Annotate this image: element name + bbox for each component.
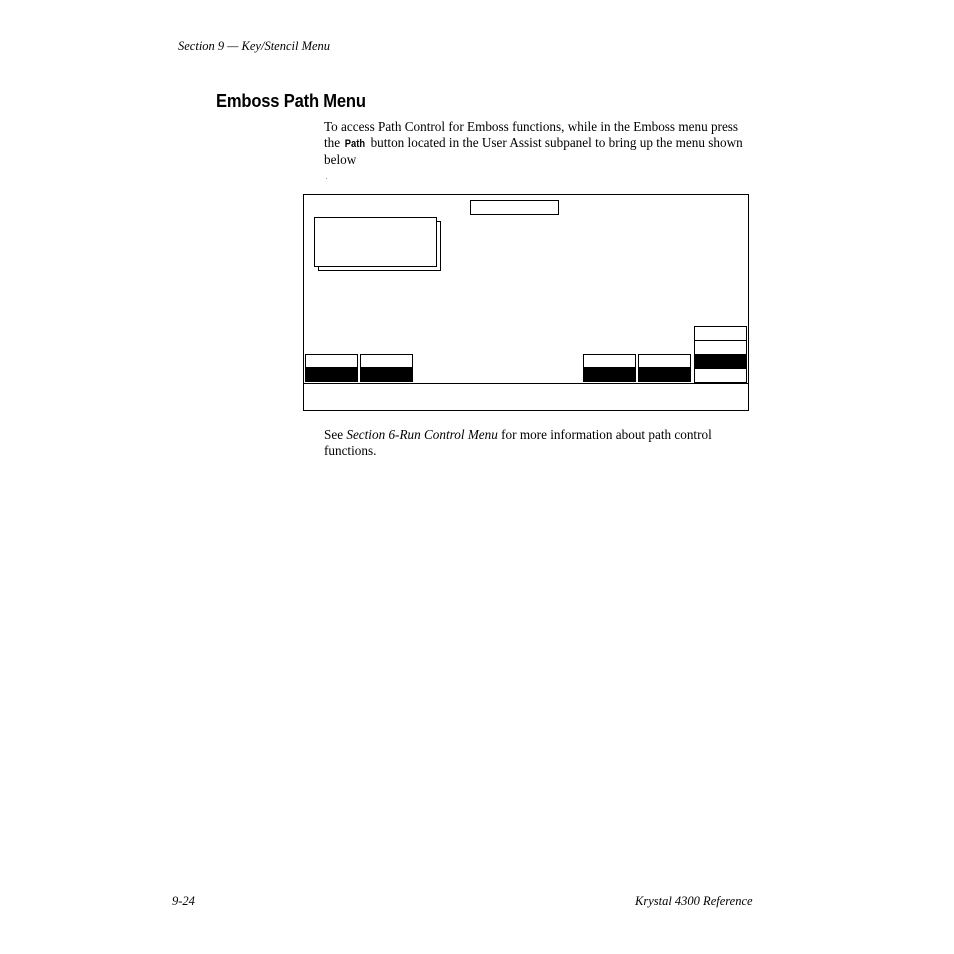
- soft-key-3[interactable]: [583, 354, 636, 382]
- soft-key-1[interactable]: [305, 354, 358, 382]
- see-also-paragraph: [324, 427, 754, 459]
- intro-paragraph: [324, 119, 754, 168]
- soft-key-4-value: [639, 367, 690, 381]
- intro-text-after: button located in the User Assist subpanel to bring up the menu shown below: [324, 135, 743, 167]
- path-button-name: Path: [345, 138, 366, 150]
- stray-dot: [326, 178, 327, 179]
- soft-key-3-value: [584, 367, 635, 381]
- menu-title-field: [470, 200, 559, 215]
- menu-status-divider: [304, 383, 748, 384]
- option-list-item-3-selected[interactable]: [694, 354, 747, 369]
- soft-key-1-value: [306, 367, 357, 381]
- page-number: 9-24: [172, 894, 195, 908]
- soft-key-2[interactable]: [360, 354, 413, 382]
- option-list-item-4[interactable]: [694, 368, 747, 383]
- intro-text-before: To access Path Control for Emboss functions, while in the Emboss menu press the: [324, 119, 739, 150]
- soft-key-4[interactable]: [638, 354, 691, 382]
- popup-window: [314, 217, 437, 267]
- book-title: Krystal 4300 Reference: [635, 894, 753, 908]
- soft-key-2-value: [361, 367, 412, 381]
- see-also-after: for more information about path control functions.: [324, 427, 712, 458]
- see-also-before: See: [324, 427, 347, 442]
- option-list-item-2[interactable]: [694, 340, 747, 355]
- running-head: Section 9 — Key/Stencil Menu: [178, 39, 331, 53]
- option-list-item-1[interactable]: [694, 326, 747, 341]
- see-also-reference: Section 6-Run Control Menu: [346, 427, 498, 442]
- section-heading: Emboss Path Menu: [216, 91, 366, 111]
